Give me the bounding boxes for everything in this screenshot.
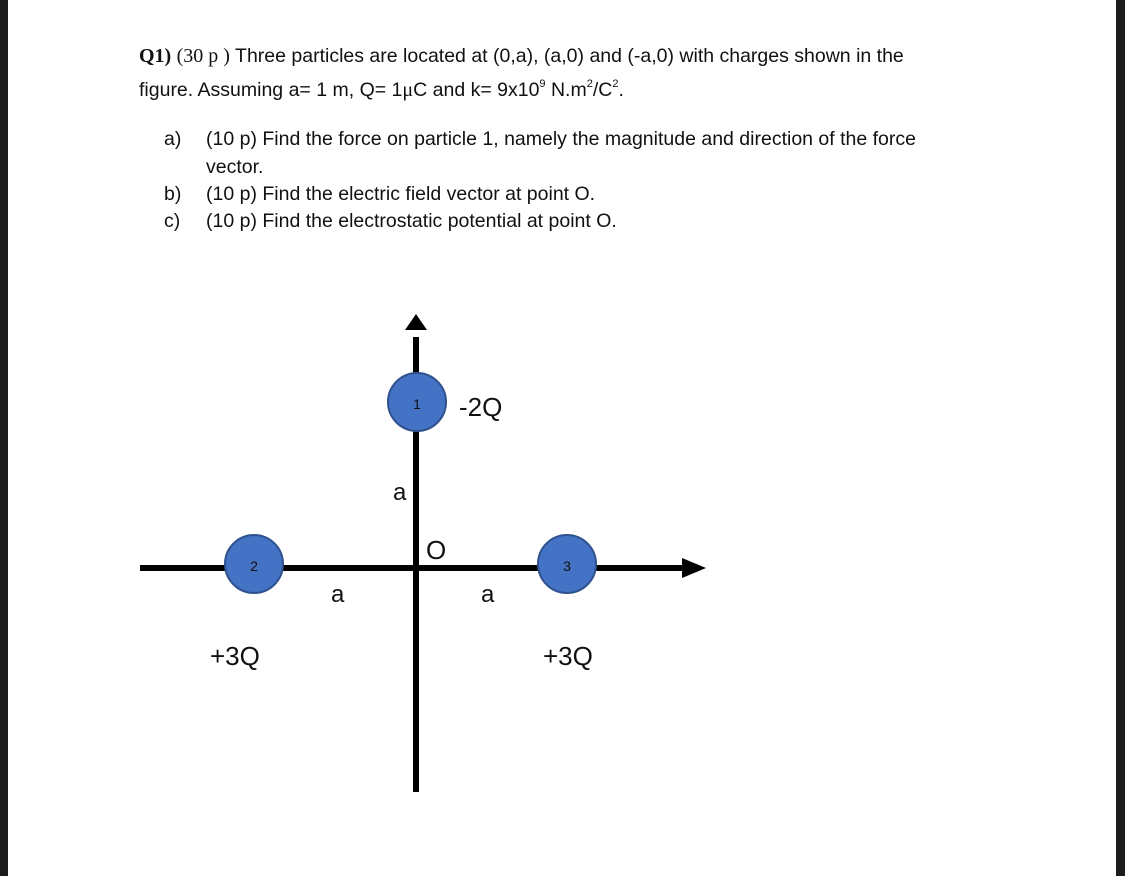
document-page <box>8 0 1116 876</box>
particle-2 <box>225 535 283 593</box>
particle-3-charge: +3Q <box>543 641 593 671</box>
question-number: Q1) <box>139 45 172 67</box>
mu-symbol: μ <box>402 79 414 101</box>
particle-1-number: 1 <box>413 396 421 412</box>
question-text-2b: C and k= 9x10 <box>413 79 540 101</box>
question-text-2d: /C <box>592 79 613 101</box>
charge-diagram <box>8 0 1116 876</box>
part-b-label: b) <box>164 183 182 205</box>
part-b-text: (10 p) Find the electric field vector at point O. <box>206 183 596 205</box>
exponent-2a: 2 <box>586 78 593 90</box>
part-c-label: c) <box>164 210 181 232</box>
particle-2-charge: +3Q <box>210 641 260 671</box>
part-a-text: (10 p) Find the force on particle 1, namely the magnitude and direction of the force <box>206 128 916 150</box>
x-axis-arrowhead <box>682 558 706 578</box>
part-c-text: (10 p) Find the electrostatic potential at point O. <box>206 210 617 232</box>
origin-label: O <box>426 535 447 565</box>
particle-1-charge: -2Q <box>459 392 503 422</box>
distance-label-left: a <box>331 581 345 608</box>
distance-label-right: a <box>481 581 495 608</box>
exponent-9: 9 <box>539 78 546 90</box>
question-text-2c: N.m <box>545 79 587 101</box>
particle-3-number: 3 <box>563 558 571 574</box>
part-a-continuation: vector. <box>206 156 264 178</box>
particle-2-number: 2 <box>250 558 258 574</box>
y-axis-arrowhead <box>405 314 427 330</box>
particle-1 <box>388 373 446 431</box>
question-text-2e: . <box>618 79 624 101</box>
question-text-1: Three particles are located at (0,a), (a,0) and (-a,0) with charges shown in the <box>229 45 904 67</box>
part-a-label: a) <box>164 128 182 150</box>
exponent-2b: 2 <box>612 78 619 90</box>
question-text-2a: figure. Assuming a= 1 m, Q= 1 <box>139 79 403 101</box>
distance-label-vertical: a <box>393 479 407 506</box>
particle-3 <box>538 535 596 593</box>
question-points: (30 p ) <box>176 45 230 67</box>
